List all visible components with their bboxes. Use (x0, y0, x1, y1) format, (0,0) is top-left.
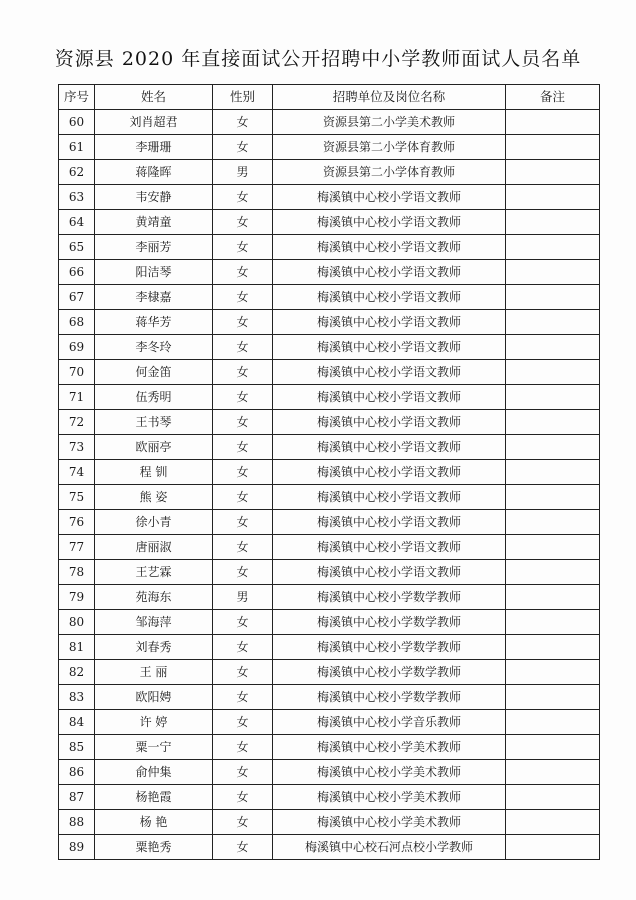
table-row (59, 310, 600, 335)
cell-note (506, 135, 600, 160)
cell-note (506, 285, 600, 310)
cell-note (506, 110, 600, 135)
header-name: 姓名 (95, 85, 213, 110)
table-body (59, 110, 600, 860)
cell-note (506, 160, 600, 185)
table-row (59, 260, 600, 285)
cell-name: 王书琴 (95, 410, 213, 435)
cell-name: 欧阳娉 (95, 685, 213, 710)
cell-unit: 梅溪镇中心校小学语文教师 (273, 560, 506, 585)
table-row (59, 685, 600, 710)
cell-gender: 女 (213, 735, 273, 760)
cell-no: 87 (59, 785, 95, 810)
cell-unit: 梅溪镇中心校小学美术教师 (273, 810, 506, 835)
cell-gender: 女 (213, 185, 273, 210)
cell-gender: 女 (213, 410, 273, 435)
cell-note (506, 710, 600, 735)
cell-no: 85 (59, 735, 95, 760)
cell-note (506, 435, 600, 460)
cell-no: 61 (59, 135, 95, 160)
table-row (59, 660, 600, 685)
cell-unit: 梅溪镇中心校小学语文教师 (273, 260, 506, 285)
cell-name: 李珊珊 (95, 135, 213, 160)
cell-gender: 女 (213, 535, 273, 560)
cell-name: 俞仲集 (95, 760, 213, 785)
cell-name: 蒋隆晖 (95, 160, 213, 185)
table-row (59, 385, 600, 410)
cell-note (506, 310, 600, 335)
cell-no: 72 (59, 410, 95, 435)
cell-unit: 梅溪镇中心校小学语文教师 (273, 460, 506, 485)
cell-no: 88 (59, 810, 95, 835)
cell-unit: 资源县第二小学体育教师 (273, 135, 506, 160)
cell-no: 62 (59, 160, 95, 185)
cell-no: 84 (59, 710, 95, 735)
cell-no: 60 (59, 110, 95, 135)
cell-name: 黄靖童 (95, 210, 213, 235)
cell-name: 阳洁琴 (95, 260, 213, 285)
cell-note (506, 535, 600, 560)
cell-name: 韦安静 (95, 185, 213, 210)
cell-unit: 梅溪镇中心校小学音乐教师 (273, 710, 506, 735)
cell-no: 67 (59, 285, 95, 310)
cell-note (506, 185, 600, 210)
cell-note (506, 510, 600, 535)
cell-gender: 女 (213, 610, 273, 635)
table-row (59, 210, 600, 235)
table-row (59, 810, 600, 835)
cell-unit: 梅溪镇中心校小学语文教师 (273, 335, 506, 360)
cell-unit: 资源县第二小学美术教师 (273, 110, 506, 135)
cell-unit: 梅溪镇中心校小学语文教师 (273, 510, 506, 535)
cell-gender: 女 (213, 710, 273, 735)
table-row (59, 785, 600, 810)
cell-note (506, 785, 600, 810)
cell-name: 粟艳秀 (95, 835, 213, 860)
cell-note (506, 360, 600, 385)
cell-gender: 女 (213, 760, 273, 785)
cell-note (506, 660, 600, 685)
cell-unit: 梅溪镇中心校小学数学教师 (273, 585, 506, 610)
table-row (59, 560, 600, 585)
cell-name: 唐丽淑 (95, 535, 213, 560)
cell-gender: 女 (213, 210, 273, 235)
cell-gender: 女 (213, 385, 273, 410)
cell-gender: 女 (213, 435, 273, 460)
cell-note (506, 585, 600, 610)
cell-no: 73 (59, 435, 95, 460)
cell-gender: 女 (213, 810, 273, 835)
cell-no: 76 (59, 510, 95, 535)
header-note: 备注 (506, 85, 600, 110)
cell-unit: 梅溪镇中心校小学数学教师 (273, 610, 506, 635)
table-row (59, 110, 600, 135)
cell-gender: 女 (213, 235, 273, 260)
cell-unit: 梅溪镇中心校小学语文教师 (273, 285, 506, 310)
cell-no: 70 (59, 360, 95, 385)
cell-name: 王 丽 (95, 660, 213, 685)
cell-note (506, 635, 600, 660)
table-row (59, 410, 600, 435)
table-row (59, 485, 600, 510)
cell-gender: 女 (213, 510, 273, 535)
cell-unit: 梅溪镇中心校小学美术教师 (273, 785, 506, 810)
cell-unit: 梅溪镇中心校小学语文教师 (273, 310, 506, 335)
cell-name: 杨 艳 (95, 810, 213, 835)
cell-unit: 梅溪镇中心校石河点校小学教师 (273, 835, 506, 860)
cell-unit: 梅溪镇中心校小学数学教师 (273, 635, 506, 660)
cell-name: 王艺霖 (95, 560, 213, 585)
cell-note (506, 210, 600, 235)
header-no: 序号 (59, 85, 95, 110)
cell-gender: 男 (213, 160, 273, 185)
table-row (59, 760, 600, 785)
cell-gender: 女 (213, 360, 273, 385)
cell-note (506, 460, 600, 485)
cell-gender: 女 (213, 635, 273, 660)
cell-no: 71 (59, 385, 95, 410)
cell-note (506, 385, 600, 410)
table-row (59, 510, 600, 535)
header-unit: 招聘单位及岗位名称 (273, 85, 506, 110)
cell-no: 78 (59, 560, 95, 585)
table-row (59, 435, 600, 460)
table-row (59, 535, 600, 560)
cell-name: 粟一宁 (95, 735, 213, 760)
cell-name: 蒋华芳 (95, 310, 213, 335)
cell-name: 邹海萍 (95, 610, 213, 635)
cell-gender: 男 (213, 585, 273, 610)
table-row (59, 135, 600, 160)
cell-no: 68 (59, 310, 95, 335)
cell-name: 李棣嘉 (95, 285, 213, 310)
table-row (59, 610, 600, 635)
table-row (59, 835, 600, 860)
header-gender: 性别 (213, 85, 273, 110)
cell-no: 86 (59, 760, 95, 785)
cell-name: 欧丽亭 (95, 435, 213, 460)
cell-gender: 女 (213, 335, 273, 360)
table-row (59, 460, 600, 485)
cell-no: 65 (59, 235, 95, 260)
cell-unit: 梅溪镇中心校小学语文教师 (273, 210, 506, 235)
table-row (59, 285, 600, 310)
page-title: 资源县 2020 年直接面试公开招聘中小学教师面试人员名单 (54, 48, 582, 70)
cell-note (506, 335, 600, 360)
cell-no: 63 (59, 185, 95, 210)
cell-name: 杨艳霞 (95, 785, 213, 810)
cell-gender: 女 (213, 260, 273, 285)
cell-note (506, 685, 600, 710)
table-row (59, 585, 600, 610)
cell-unit: 梅溪镇中心校小学语文教师 (273, 360, 506, 385)
cell-note (506, 560, 600, 585)
cell-unit: 资源县第二小学体育教师 (273, 160, 506, 185)
table-header-row (59, 85, 600, 110)
cell-unit: 梅溪镇中心校小学美术教师 (273, 735, 506, 760)
cell-unit: 梅溪镇中心校小学语文教师 (273, 385, 506, 410)
cell-no: 77 (59, 535, 95, 560)
cell-gender: 女 (213, 485, 273, 510)
cell-no: 81 (59, 635, 95, 660)
cell-gender: 女 (213, 560, 273, 585)
cell-name: 程 钏 (95, 460, 213, 485)
cell-name: 刘春秀 (95, 635, 213, 660)
cell-name: 徐小青 (95, 510, 213, 535)
cell-unit: 梅溪镇中心校小学语文教师 (273, 235, 506, 260)
cell-note (506, 735, 600, 760)
table-row (59, 635, 600, 660)
table-row (59, 235, 600, 260)
cell-no: 79 (59, 585, 95, 610)
cell-unit: 梅溪镇中心校小学语文教师 (273, 185, 506, 210)
cell-gender: 女 (213, 310, 273, 335)
cell-gender: 女 (213, 660, 273, 685)
cell-note (506, 835, 600, 860)
cell-unit: 梅溪镇中心校小学数学教师 (273, 660, 506, 685)
cell-gender: 女 (213, 460, 273, 485)
cell-name: 许 婷 (95, 710, 213, 735)
cell-no: 69 (59, 335, 95, 360)
table-row (59, 335, 600, 360)
cell-unit: 梅溪镇中心校小学语文教师 (273, 485, 506, 510)
cell-name: 李丽芳 (95, 235, 213, 260)
cell-unit: 梅溪镇中心校小学美术教师 (273, 760, 506, 785)
cell-name: 熊 姿 (95, 485, 213, 510)
cell-name: 苑海东 (95, 585, 213, 610)
table-row (59, 160, 600, 185)
cell-note (506, 610, 600, 635)
cell-no: 64 (59, 210, 95, 235)
cell-gender: 女 (213, 110, 273, 135)
table-row (59, 360, 600, 385)
cell-no: 74 (59, 460, 95, 485)
cell-name: 伍秀明 (95, 385, 213, 410)
cell-note (506, 260, 600, 285)
cell-no: 66 (59, 260, 95, 285)
cell-unit: 梅溪镇中心校小学语文教师 (273, 535, 506, 560)
cell-name: 何金笛 (95, 360, 213, 385)
cell-no: 82 (59, 660, 95, 685)
cell-name: 刘肖超君 (95, 110, 213, 135)
cell-unit: 梅溪镇中心校小学语文教师 (273, 410, 506, 435)
cell-note (506, 235, 600, 260)
cell-no: 75 (59, 485, 95, 510)
interview-roster-table (58, 84, 600, 860)
cell-note (506, 485, 600, 510)
cell-no: 83 (59, 685, 95, 710)
cell-gender: 女 (213, 685, 273, 710)
table-row (59, 735, 600, 760)
cell-no: 80 (59, 610, 95, 635)
cell-note (506, 760, 600, 785)
cell-gender: 女 (213, 785, 273, 810)
cell-gender: 女 (213, 135, 273, 160)
cell-name: 李冬玲 (95, 335, 213, 360)
table-row (59, 185, 600, 210)
cell-gender: 女 (213, 285, 273, 310)
cell-note (506, 410, 600, 435)
cell-note (506, 810, 600, 835)
cell-no: 89 (59, 835, 95, 860)
cell-unit: 梅溪镇中心校小学数学教师 (273, 685, 506, 710)
cell-gender: 女 (213, 835, 273, 860)
cell-unit: 梅溪镇中心校小学语文教师 (273, 435, 506, 460)
table-row (59, 710, 600, 735)
